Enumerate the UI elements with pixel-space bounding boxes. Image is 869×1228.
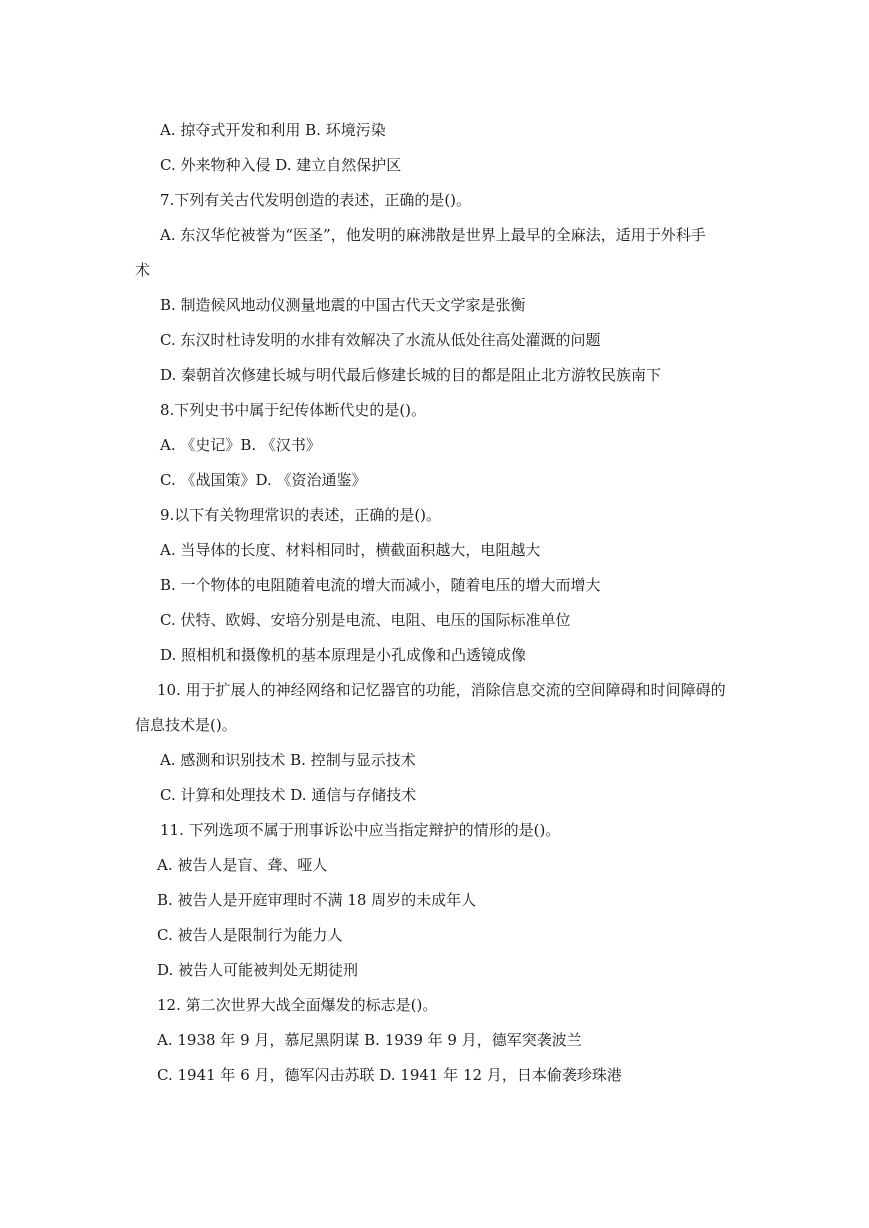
q10-question: 10. 用于扩展人的神经网络和记忆器官的功能，消除信息交流的空间障碍和时间障碍的 [157, 681, 726, 699]
q10-question-cont: 信息技术是()。 [135, 716, 237, 734]
q6-option-ab: A. 掠夺式开发和利用 B. 环境污染 [160, 121, 386, 139]
q6-option-cd: C. 外来物种入侵 D. 建立自然保护区 [160, 156, 402, 174]
q9-option-b: B. 一个物体的电阻随着电流的增大而减小，随着电压的增大而增大 [160, 576, 601, 594]
q12-option-cd: C. 1941 年 6 月，德军闪击苏联 D. 1941 年 12 月，日本偷袭珍珠港 [157, 1066, 622, 1084]
q7-question: 7.下列有关古代发明创造的表述，正确的是()。 [160, 191, 472, 209]
q9-question: 9.以下有关物理常识的表述，正确的是()。 [160, 506, 442, 524]
q7-option-c: C. 东汉时杜诗发明的水排有效解决了水流从低处往高处灌溉的问题 [160, 331, 601, 349]
q11-option-b: B. 被告人是开庭审理时不满 18 周岁的未成年人 [157, 891, 477, 909]
q12-option-ab: A. 1938 年 9 月，慕尼黑阴谋 B. 1939 年 9 月，德军突袭波兰 [157, 1031, 582, 1049]
q8-question: 8.下列史书中属于纪传体断代史的是()。 [160, 401, 427, 419]
q7-option-b: B. 制造候风地动仪测量地震的中国古代天文学家是张衡 [160, 296, 526, 314]
q8-option-cd: C. 《战国策》D. 《资治通鉴》 [160, 471, 367, 489]
q8-option-ab: A. 《史记》B. 《汉书》 [160, 436, 321, 454]
q11-question: 11. 下列选项不属于刑事诉讼中应当指定辩护的情形的是()。 [160, 821, 561, 839]
q10-option-cd: C. 计算和处理技术 D. 通信与存储技术 [160, 786, 417, 804]
q9-option-c: C. 伏特、欧姆、安培分别是电流、电阻、电压的国际标准单位 [160, 611, 571, 629]
q11-option-d: D. 被告人可能被判处无期徒刑 [157, 961, 359, 979]
q11-option-c: C. 被告人是限制行为能力人 [157, 926, 343, 944]
q12-question: 12. 第二次世界大战全面爆发的标志是()。 [157, 996, 438, 1014]
q7-option-d: D. 秦朝首次修建长城与明代最后修建长城的目的都是阻止北方游牧民族南下 [160, 366, 662, 384]
q7-option-a: A. 东汉华佗被誉为“医圣”，他发明的麻沸散是世界上最早的全麻法，适用于外科手 [160, 226, 706, 244]
q11-option-a: A. 被告人是盲、聋、哑人 [157, 856, 328, 874]
q10-option-ab: A. 感测和识别技术 B. 控制与显示技术 [160, 751, 416, 769]
q9-option-d: D. 照相机和摄像机的基本原理是小孔成像和凸透镜成像 [160, 646, 527, 664]
q9-option-a: A. 当导体的长度、材料相同时，横截面积越大，电阻越大 [160, 541, 541, 559]
q7-option-a-cont: 术 [135, 261, 151, 279]
